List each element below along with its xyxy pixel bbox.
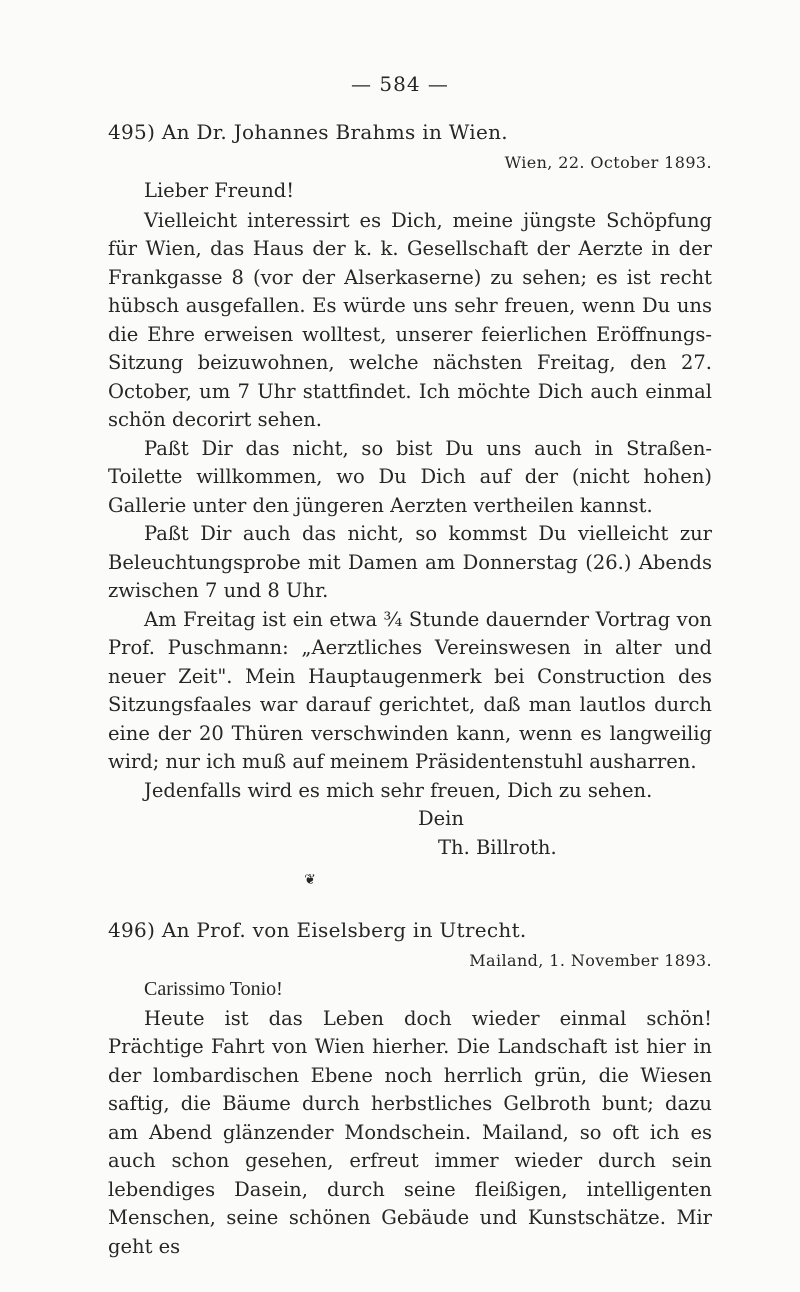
letter-495-closing: Dein	[418, 807, 464, 830]
letter-495-paragraph-2: Paßt Dir das nicht, so bist Du uns auch in Straßen-Toilette willkommen, wo Du Dich auf der (nicht hohen) Gallerie unter den jüngeren Aerzten vertheilen kannst.	[108, 436, 712, 517]
letter-495-signature: Th. Billroth.	[438, 835, 557, 859]
page-number: — 584 —	[351, 72, 449, 96]
letter-496-heading: 496) An Prof. von Eiselsberg in Utrecht.	[108, 918, 527, 942]
letter-495-paragraph-4: Am Freitag ist ein etwa ¾ Stunde dauernder Vortrag von Prof. Puschmann: „Aerztliches Vereinswesen in alter und neuer Zeit". Mein Hauptaugenmerk bei Construction des Sitzungsfaales war darauf gerichtet, daß man lautlos durch eine der 20 Thüren verschwinden kann, wenn es langweilig wird; nur ich muß auf meinem Präsidentenstuhl ausharren.	[108, 607, 712, 773]
letter-495-heading: 495) An Dr. Johannes Brahms in Wien.	[108, 120, 508, 144]
letter-496	[108, 916, 712, 1261]
letter-496-paragraph-1: Heute ist das Leben doch wieder einmal schön! Prächtige Fahrt von Wien hierher. Die Landschaft ist hier in der lombardischen Ebene noch herrlich grün, die Wiesen saftig, die Bäume durch herbstliches Gelbroth bunt; dazu am Abend glänzender Mondschein. Mailand, so oft ich es auch schon gesehen, erfreut immer wieder durch sein lebendiges Dasein, durch seine fleißigen, intelligenten Menschen, seine schönen Gebäude und Kunstschätze. Mir geht es	[108, 1006, 712, 1258]
letter-495-place-date: Wien, 22. October 1893.	[504, 152, 712, 172]
letter-496-place-date: Mailand, 1. November 1893.	[469, 950, 712, 970]
fleuron-ornament: ❦	[304, 872, 316, 888]
letter-495-paragraph-3: Paßt Dir auch das nicht, so kommst Du vielleicht zur Beleuchtungsprobe mit Damen am Donnerstag (26.) Abends zwischen 7 und 8 Uhr.	[108, 522, 712, 602]
letter-495-paragraph-1: Vielleicht interessirt es Dich, meine jüngste Schöpfung für Wien, das Haus der k. k. Gesellschaft der Aerzte in der Frankgasse 8 (vor der Alserkaserne) zu sehen; es ist recht hübsch ausgefallen. Es würde uns sehr freuen, wenn Du uns die Ehre erweisen wolltest, unserer feierlichen Eröffnungs-Sitzung beizuwohnen, welche nächsten Freitag, den 27. October, um 7 Uhr stattfindet. Ich möchte Dich auch einmal schön decorirt sehen.	[108, 208, 712, 431]
letter-495-salutation: Lieber Freund!	[144, 179, 295, 202]
letter-495-paragraph-5: Jedenfalls wird es mich sehr freuen, Dich zu sehen.	[144, 778, 653, 802]
letter-495	[108, 118, 712, 895]
letter-496-salutation: Carissimo Tonio!	[144, 978, 283, 1000]
